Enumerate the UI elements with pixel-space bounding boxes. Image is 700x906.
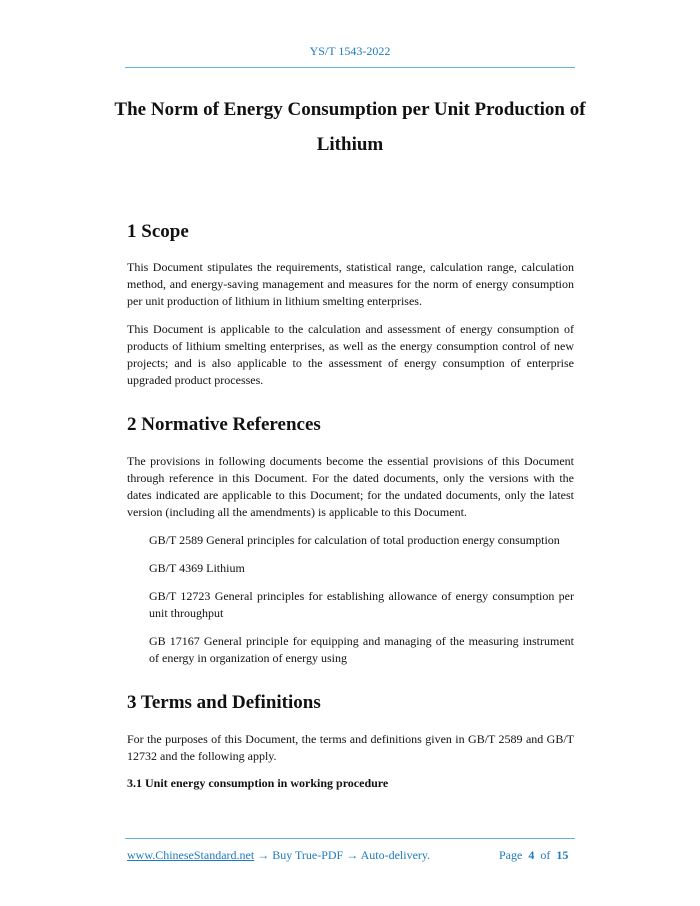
section-heading-scope: 1 Scope [127,221,189,242]
footer-promo [127,848,430,863]
reference-item-gbt-2589: GB/T 2589 General principles for calculation of total production energy consumption [149,533,560,547]
scope-paragraph-2: This Document is applicable to the calculation and assessment of energy consumption of products of lithium smelting enterprises, as well as the energy consumption control of new projects; and is also applicable to the assessment of energy consumption of enterprise upgraded product processes. [127,322,574,387]
reference-item-gb-17167: GB 17167 General principle for equipping and managing of the measuring instrument of energy in organization of energy using [149,634,574,665]
header-divider [125,67,575,68]
section-heading-terms-and-definitions: 3 Terms and Definitions [127,692,321,713]
total-pages-number: 15 [556,848,569,862]
reference-item-gbt-4369: GB/T 4369 Lithium [149,561,245,575]
terms-intro-paragraph: For the purposes of this Document, the terms and definitions given in GB/T 2589 and GB/T 12732 and the following apply. [127,732,574,763]
auto-delivery-text: Auto-delivery. [360,848,431,862]
document-title [100,92,600,162]
current-page-number: 4 [528,848,535,862]
arrow-right-icon: → [254,848,273,862]
reference-item-gbt-12723: GB/T 12723 General principles for establishing allowance of energy consumption per unit throughput [149,589,574,620]
section-heading-normative-references: 2 Normative References [127,414,321,435]
document-body [127,218,574,792]
arrow-right-icon: → [343,848,361,862]
website-link[interactable]: www.ChineseStandard.net [127,848,255,862]
page-indicator [499,848,568,863]
header-standard-code: YS/T 1543-2022 [309,44,391,58]
references-intro-paragraph: The provisions in following documents become the essential provisions of this Document through reference in this Document. For the dated documents, only the versions with the dates indicated are applicable to this Document; for the undated documents, only the latest version (including all the amendments) is applicable to this Document. [127,454,574,519]
page-of-label: of [540,848,551,862]
scope-paragraph-1: This Document stipulates the requirements, statistical range, calculation range, calculation method, and energy-saving management and measures for the norm of energy consumption per unit production of lithium in lithium smelting enterprises. [127,260,574,308]
document-title-line-2: Lithium [316,134,384,155]
buy-true-pdf-link[interactable]: Buy True-PDF [272,848,344,862]
document-title-line-1: The Norm of Energy Consumption per Unit Production of [114,99,586,120]
footer-divider [125,838,575,839]
page-label: Page [499,848,523,862]
subsection-heading-3-1: 3.1 Unit energy consumption in working procedure [127,776,389,790]
